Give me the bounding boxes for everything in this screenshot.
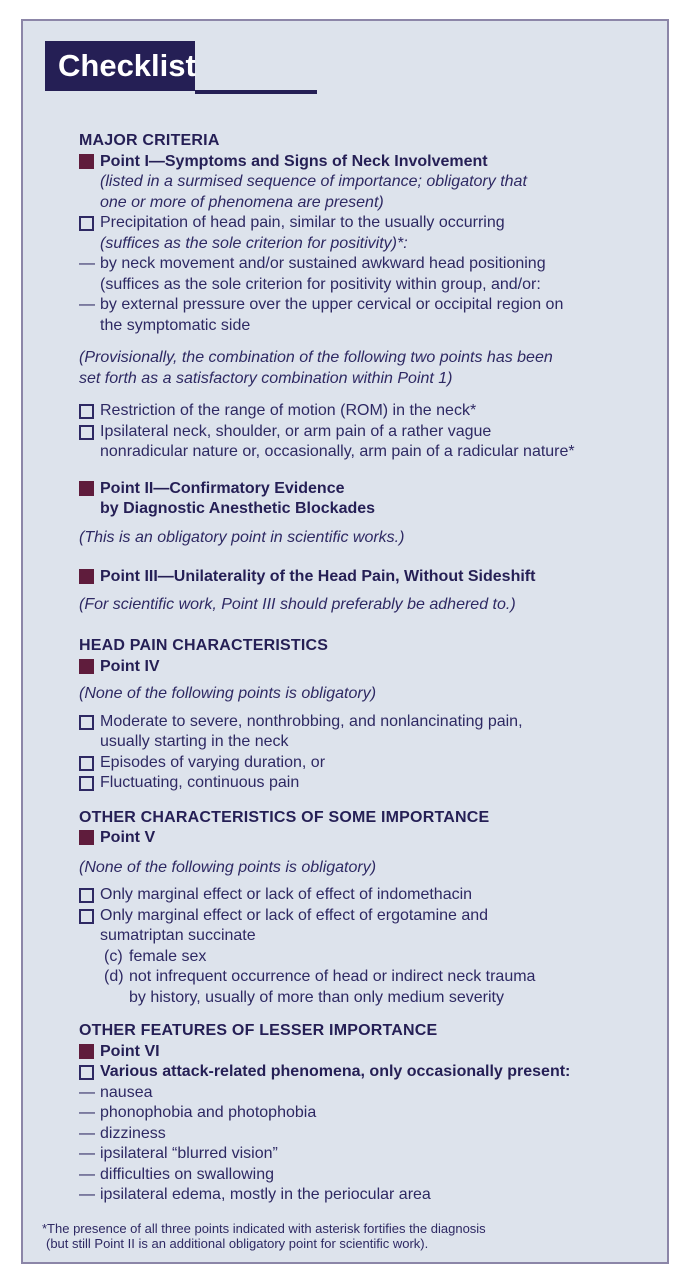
spacer: [79, 548, 651, 567]
title-box: [45, 41, 195, 91]
item-text: [100, 422, 651, 463]
spacer: [79, 615, 651, 636]
text-line: Point I—Symptoms and Signs of Neck Involvement: [100, 152, 488, 170]
checkbox-icon: [79, 213, 100, 231]
dash-icon: —: [79, 1165, 95, 1183]
filled-square-icon: [79, 657, 100, 674]
text-line: not infrequent occurrence of head or indirect neck trauma: [129, 968, 536, 985]
checklist-content: [79, 131, 651, 1206]
footnote-line: (but still Point II is an additional obligatory point for scientific work).: [46, 1236, 429, 1251]
item-text: [100, 1083, 651, 1104]
text-line: (suffices as the sole criterion for positivity)*:: [100, 234, 408, 252]
text-line: usually starting in the neck: [100, 733, 289, 750]
item-text: [100, 712, 651, 753]
point-heading: [79, 1042, 651, 1063]
text-line: (This is an obligatory point in scientific works.): [79, 528, 405, 546]
item-text: [100, 401, 651, 422]
text-line: Only marginal effect or lack of effect of ergotamine and: [100, 906, 489, 924]
dash-icon: —: [79, 1083, 95, 1101]
text-line: the symptomatic side: [100, 316, 251, 334]
filled-square-icon: [79, 479, 100, 496]
text-line: Ipsilateral neck, shoulder, or arm pain of a rather vague: [100, 422, 492, 440]
page-title: Checklist: [58, 48, 196, 83]
title-row: [45, 41, 667, 91]
text-line: OTHER FEATURES OF LESSER IMPORTANCE: [79, 1022, 438, 1039]
item-text: [100, 213, 651, 254]
text-line: MAJOR CRITERIA: [79, 132, 220, 149]
text-line: (None of the following points is obligatory): [79, 685, 377, 702]
text-line: set forth as a satisfactory combination within Point 1): [79, 369, 453, 387]
letter-item: [104, 947, 651, 968]
dash-item: [79, 1185, 651, 1206]
item-text: [100, 1042, 651, 1063]
note-lines: [100, 172, 651, 213]
spacer: [79, 1008, 651, 1021]
spacer: [79, 878, 651, 885]
text-line: Fluctuating, continuous pain: [100, 774, 300, 791]
spacer: [79, 389, 651, 401]
text-line: Point V: [100, 829, 156, 846]
title-underline: [195, 90, 317, 94]
dash-icon: —: [79, 255, 95, 272]
note-paragraph: [79, 684, 651, 705]
item-text: [100, 1144, 651, 1165]
text-line: female sex: [129, 947, 207, 965]
dash-icon: —: [79, 1104, 95, 1121]
dash-item: [79, 254, 651, 295]
dash-item: [79, 1083, 651, 1104]
text-line: ipsilateral edema, mostly in the periocular area: [100, 1186, 431, 1203]
text-line: Episodes of varying duration, or: [100, 753, 326, 771]
text-line: (None of the following points is obligatory): [79, 858, 377, 876]
point-heading: [79, 657, 651, 678]
dash-icon: —: [79, 1186, 95, 1203]
checklist-item: [79, 712, 651, 753]
dash-icon: —: [79, 296, 95, 313]
checklist-panel: [21, 19, 669, 1264]
point-heading: [79, 567, 651, 588]
checkbox-icon: [79, 773, 100, 791]
note-paragraph: [79, 595, 651, 616]
text-line: ipsilateral “blurred vision”: [100, 1145, 278, 1162]
text-line: Point VI: [100, 1042, 160, 1060]
item-text: [100, 567, 651, 588]
checkbox-icon: [79, 1062, 100, 1080]
text-line: (listed in a surmised sequence of importance; obligatory that: [100, 173, 527, 190]
checklist-item: [79, 906, 651, 947]
text-line: Restriction of the range of motion (ROM) in the neck*: [100, 402, 477, 419]
text-line: HEAD PAIN CHARACTERISTICS: [79, 637, 329, 654]
spacer: [79, 794, 651, 808]
section-header: [79, 808, 651, 829]
text-line: (suffices as the sole criterion for positivity within group, and/or:: [100, 275, 541, 293]
checklist-item: [79, 422, 651, 463]
text-line: difficulties on swallowing: [100, 1165, 275, 1183]
item-text: [100, 773, 651, 794]
text-line: dizziness: [100, 1124, 166, 1142]
text-line: by history, usually of more than only medium severity: [129, 988, 504, 1006]
checkbox-icon: [79, 753, 100, 771]
item-text: [100, 906, 651, 947]
checklist-item: [79, 1062, 651, 1083]
text-line: by Diagnostic Anesthetic Blockades: [100, 500, 376, 517]
item-text: [100, 828, 651, 849]
checkbox-icon: [79, 906, 100, 924]
text-line: by neck movement and/or sustained awkward head positioning: [100, 255, 546, 272]
spacer: [79, 588, 651, 595]
text-line: (For scientific work, Point III should preferably be adhered to.): [79, 595, 516, 613]
checkbox-icon: [79, 885, 100, 903]
dash-item: [79, 1165, 651, 1186]
item-text: [100, 1165, 651, 1186]
text-line: OTHER CHARACTERISTICS OF SOME IMPORTANCE: [79, 808, 490, 826]
text-line: Point II—Confirmatory Evidence: [100, 479, 345, 497]
checklist-item: [79, 773, 651, 794]
dash-item: [79, 295, 651, 336]
section-header: [79, 131, 651, 152]
item-text: [100, 657, 651, 678]
item-text: [100, 753, 651, 774]
item-text: [100, 295, 651, 336]
text-line: sumatriptan succinate: [100, 927, 256, 944]
point-heading: [79, 828, 651, 849]
checklist-item: [79, 885, 651, 906]
dash-item: [79, 1124, 651, 1145]
item-text: [129, 947, 651, 968]
checkbox-icon: [79, 401, 100, 419]
text-line: phonophobia and photophobia: [100, 1104, 317, 1121]
item-text: [100, 1185, 651, 1206]
filled-square-icon: [79, 567, 100, 584]
spacer: [79, 463, 651, 479]
filled-square-icon: [79, 828, 100, 845]
note-paragraph: [79, 348, 651, 389]
letter-label: (c): [104, 947, 123, 965]
item-text: [100, 152, 651, 173]
text-line: nonradicular nature or, occasionally, arm pain of a radicular nature*: [100, 443, 575, 460]
spacer: [79, 520, 651, 528]
filled-square-icon: [79, 152, 100, 169]
text-line: Point IV: [100, 657, 160, 675]
footnote: [42, 1221, 667, 1252]
note-paragraph: [79, 528, 651, 549]
note-paragraph: [79, 858, 651, 879]
letter-item: [104, 967, 651, 1008]
filled-square-icon: [79, 1042, 100, 1059]
text-line: by external pressure over the upper cervical or occipital region on: [100, 296, 564, 313]
item-text: [100, 885, 651, 906]
item-text: [100, 1124, 651, 1145]
text-line: Precipitation of head pain, similar to the usually occurring: [100, 214, 505, 231]
text-line: one or more of phenomena are present): [100, 193, 384, 211]
item-text: [129, 967, 651, 1008]
checklist-item: [79, 401, 651, 422]
spacer: [79, 705, 651, 712]
checkbox-icon: [79, 712, 100, 730]
text-line: (Provisionally, the combination of the following two points has been: [79, 349, 553, 366]
text-line: Moderate to severe, nonthrobbing, and nonlancinating pain,: [100, 712, 523, 730]
item-text: [100, 1062, 651, 1083]
item-text: [100, 479, 651, 520]
text-line: nausea: [100, 1083, 153, 1101]
checklist-item: [79, 753, 651, 774]
footnote-line: *The presence of all three points indicated with asterisk fortifies the diagnosis: [42, 1220, 486, 1236]
dash-icon: —: [79, 1145, 95, 1162]
dash-icon: —: [79, 1124, 95, 1142]
spacer: [79, 336, 651, 348]
point-heading: [79, 479, 651, 520]
spacer: [79, 849, 651, 858]
dash-item: [79, 1144, 651, 1165]
text-line: Only marginal effect or lack of effect of indomethacin: [100, 886, 473, 903]
text-line: Various attack-related phenomena, only occasionally present:: [100, 1063, 571, 1080]
letter-label: (d): [104, 968, 124, 985]
spacer: [79, 677, 651, 684]
item-text: [100, 254, 651, 295]
item-text: [100, 1103, 651, 1124]
checklist-item: [79, 213, 651, 254]
point-heading: [79, 152, 651, 173]
text-line: Point III—Unilaterality of the Head Pain, Without Sideshift: [100, 568, 536, 585]
checkbox-icon: [79, 422, 100, 440]
section-header: [79, 636, 651, 657]
dash-item: [79, 1103, 651, 1124]
section-header: [79, 1021, 651, 1042]
